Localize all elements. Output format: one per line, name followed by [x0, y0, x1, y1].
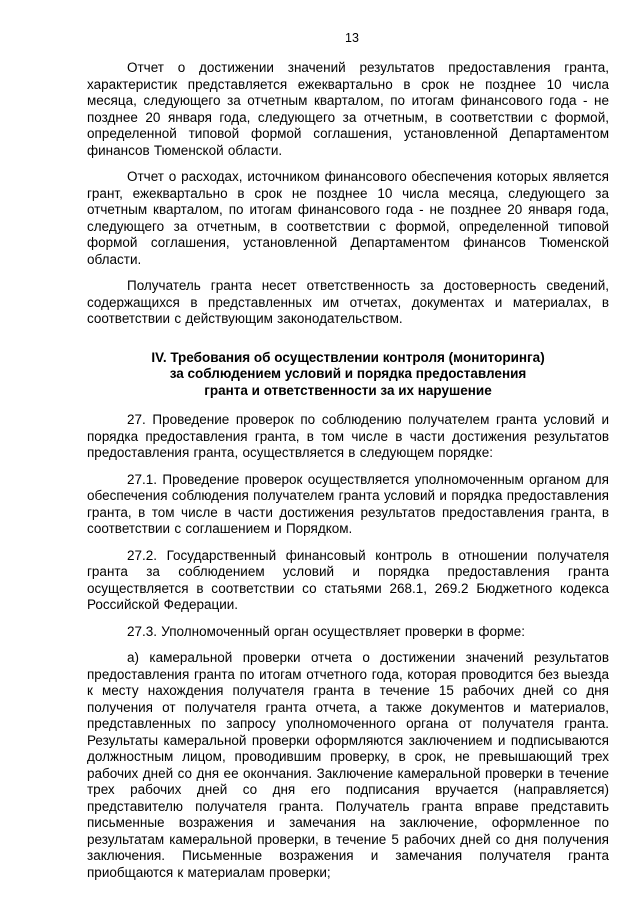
section-heading	[87, 350, 609, 400]
paragraph-27: 27. Проведение проверок по соблюдению получателем гранта условий и порядка предоставления гранта, в том числе в части достижения результатов предоставления гранта, осуществляется в следующем порядке:	[87, 412, 609, 460]
paragraph-27-1: 27.1. Проведение проверок осуществляется уполномоченным органом для обеспечения соблюдения получателем гранта условий и порядка предоставления гранта, в том числе в части достижения результатов предоставления гранта, в соответствии с соглашением и Порядком.	[87, 471, 609, 536]
document-page	[87, 30, 609, 891]
section-heading-line-3: гранта и ответственности за их нарушение	[204, 382, 492, 398]
paragraph-report-expenses: Отчет о расходах, источником финансового обеспечения которых является грант, ежеквартально в срок не позднее 10 числа месяца, следующего за отчетным кварталом, по итогам финансового года - не позднее 20 января года, следующего за отчетным, в соответствии с формой, определенной типовой формой соглашения, установленной Департаментом финансов Тюменской области.	[87, 169, 609, 267]
section-heading-line-2: за соблюдением условий и порядка предоставления	[169, 366, 527, 381]
paragraph-report-achievement: Отчет о достижении значений результатов предоставления гранта, характеристик представляется ежеквартально в срок не позднее 10 числа месяца, следующего за отчетным кварталом, по итогам финансового года - не позднее 20 января года, следующего за отчетным, в соответствии с формой, определенной типовой формой соглашения, установленной Департаментом финансов Тюменской области.	[87, 60, 609, 158]
paragraph-27-2: 27.2. Государственный финансовый контроль в отношении получателя гранта за соблюдением условий и порядка предоставления гранта осуществляется в соответствии со статьями 268.1, 269.2 Бюджетного кодекса Российской Федерации.	[87, 547, 609, 612]
paragraph-responsibility: Получатель гранта несет ответственность за достоверность сведений, содержащихся в представленных им отчетах, документах и материалах, в соответствии с действующим законодательством.	[87, 278, 609, 326]
paragraph-27-3-a: а) камеральной проверки отчета о достижении значений результатов предоставления гранта по итогам отчетного года, которая проводится без выезда к месту нахождения получателя гранта в течение 15 рабочих дней со дня получения от получателя гранта отчета, а также документов и материалов, представленных по запросу уполномоченного органа от получателя гранта. Результаты камеральной проверки оформляются заключением и подписываются должностным лицом, проводившим проверку, в срок, не превышающий трех рабочих дней со дня ее окончания. Заключение камеральной проверки в течение трех рабочих дней со дня его подписания вручается (направляется) представителю получателя гранта. Получатель гранта вправе представить письменные возражения и замечания на заключение, оформленное по результатам камеральной проверки, в течение 5 рабочих дней со дня получения заключения. Письменные возражения и замечания получателя гранта приобщаются к материалам проверки;	[87, 650, 609, 880]
page-number: 13	[345, 31, 359, 45]
paragraph-27-3: 27.3. Уполномоченный орган осуществляет проверки в форме:	[127, 623, 526, 639]
section-heading-line-1: IV. Требования об осуществлении контроля (мониторинга)	[151, 349, 545, 365]
